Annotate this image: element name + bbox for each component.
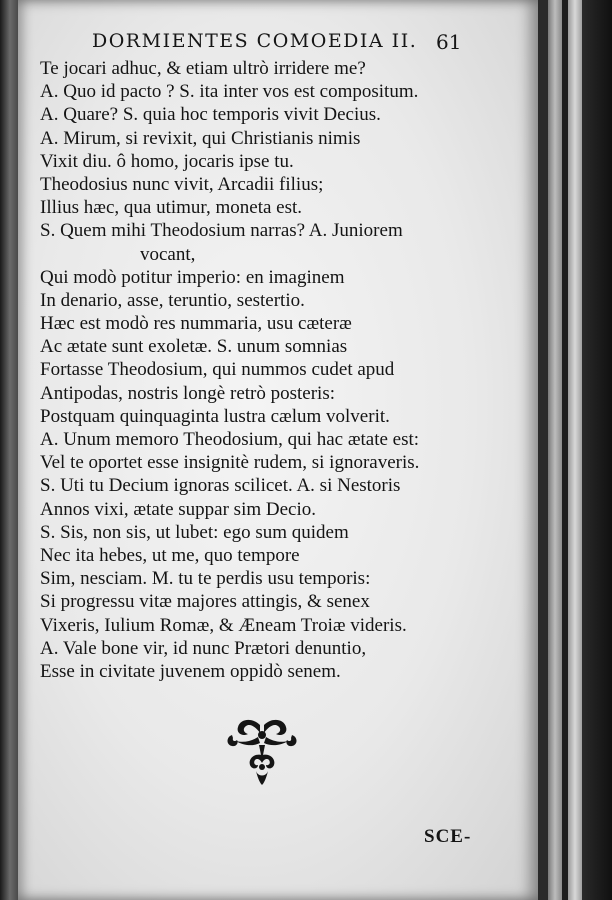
text-line: Antipodas, nostris longè retrò posteris: — [40, 382, 335, 404]
text-line: Nec ita hebes, ut me, quo tempore — [40, 544, 300, 566]
text-line: Vixeris, Iulium Romæ, & Æneam Troiæ videris. — [40, 614, 407, 636]
text-line: Hæc est modò res nummaria, usu cæteræ — [40, 313, 352, 335]
catchword: SCE- — [424, 826, 472, 847]
text-line: Si progressu vitæ majores attingis, & senex — [40, 591, 370, 613]
text-line: Vixit diu. ô homo, jocaris ipse tu. — [40, 150, 294, 172]
book-cover-edge — [582, 0, 612, 900]
text-line: Annos vixi, ætate suppar sim Decio. — [40, 498, 316, 520]
page-edge-strip — [548, 0, 562, 900]
running-title: DORMIENTES COMOEDIA II. — [92, 30, 418, 52]
body-text — [40, 57, 520, 683]
text-line: A. Mirum, si revixit, qui Christianis nimis — [40, 127, 361, 149]
page-edge-strip — [568, 0, 582, 900]
page-edge-strip — [538, 0, 548, 900]
text-line-continuation: vocant, — [140, 243, 196, 265]
text-line: S. Quem mihi Theodosium narras? A. Juniorem — [40, 220, 403, 242]
text-line: Postquam quinquaginta lustra cælum volverit. — [40, 405, 390, 427]
text-line: Theodosius nunc vivit, Arcadii filius; — [40, 173, 324, 195]
text-line: Sim, nesciam. M. tu te perdis usu temporis: — [40, 568, 371, 590]
text-line: Te jocari adhuc, & etiam ultrò irridere me? — [40, 58, 366, 79]
text-line: A. Vale bone vir, id nunc Prætori denuntio, — [40, 637, 367, 659]
text-line: A. Unum memoro Theodosium, qui hac ætate est: — [40, 429, 420, 450]
text-line: Vel te oportet esse insignitè rudem, si ignoraveris. — [40, 452, 420, 474]
text-line: Illius hæc, qua utimur, moneta est. — [40, 197, 303, 219]
text-line: Fortasse Theodosium, qui nummos cudet apud — [40, 359, 395, 381]
page-number: 61 — [436, 30, 462, 54]
text-line: In denario, asse, teruntio, sestertio. — [40, 289, 305, 311]
text-line: Ac ætate sunt exoletæ. S. unum somnias — [40, 336, 348, 358]
text-line: Qui modò potitur imperio: en imaginem — [40, 266, 345, 288]
text-line: S. Sis, non sis, ut lubet: ego sum quidem — [40, 521, 349, 543]
text-line: S. Uti tu Decium ignoras scilicet. A. si Nestoris — [40, 475, 401, 497]
floral-fleuron-icon — [222, 715, 302, 787]
text-line: A. Quo id pacto ? S. ita inter vos est compositum. — [40, 81, 419, 103]
text-line: Esse in civitate juvenem oppidò senem. — [40, 660, 341, 682]
text-line: A. Quare? S. quia hoc temporis vivit Decius. — [40, 104, 381, 126]
